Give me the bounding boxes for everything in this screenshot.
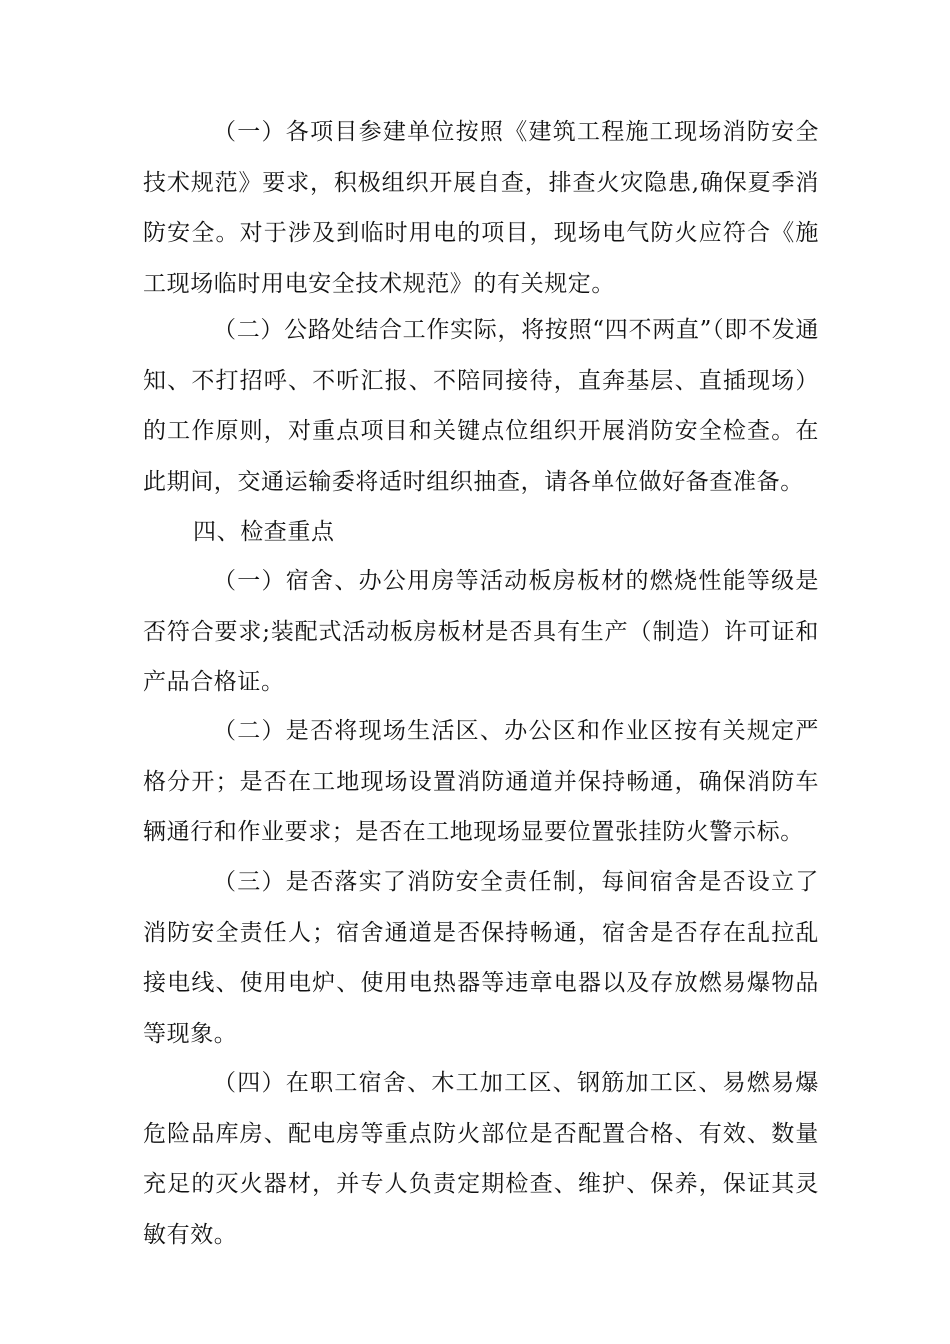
section-heading: 四、检查重点 (193, 519, 335, 545)
list-item: （四）在职工宿舍、木工加工区、钢筋加工区、易燃易爆危险品库房、配电房等重点防火部位是否配置合格、有效、数量充足的灭火器材，并专人负责定期检查、维护、保养，保证其灵敏有效。 (143, 1070, 819, 1248)
paragraph-inspection-self-check: （一）各项目参建单位按照《建筑工程施工现场消防安全技术规范》要求，积极组织开展自查，排查火灾隐患,确保夏季消防安全。对于涉及到临时用电的项目，现场电气防火应符合《施工现场临时用电安全技术规范》的有关规定。 (143, 119, 819, 297)
list-item: （一）宿舍、办公用房等活动板房板材的燃烧性能等级是否符合要求;装配式活动板房板材是否具有生产（制造）许可证和产品合格证。 (143, 568, 819, 695)
list-item: （二）是否将现场生活区、办公区和作业区按有关规定严格分开；是否在工地现场设置消防通道并保持畅通，确保消防车辆通行和作业要求；是否在工地现场显要位置张挂防火警示标。 (143, 718, 819, 845)
paragraph-inspection-principle: （二）公路处结合工作实际，将按照“四不两直”（即不发通知、不打招呼、不听汇报、不陪同接待，直奔基层、直插现场）的工作原则，对重点项目和关键点位组织开展消防安全检查。在此期间，交通运输委将适时组织抽查，请各单位做好备查准备。 (143, 317, 819, 495)
list-item: （三）是否落实了消防安全责任制，每间宿舍是否设立了消防安全责任人；宿舍通道是否保持畅通，宿舍是否存在乱拉乱接电线、使用电炉、使用电热器等违章电器以及存放燃易爆物品等现象。 (143, 869, 819, 1047)
